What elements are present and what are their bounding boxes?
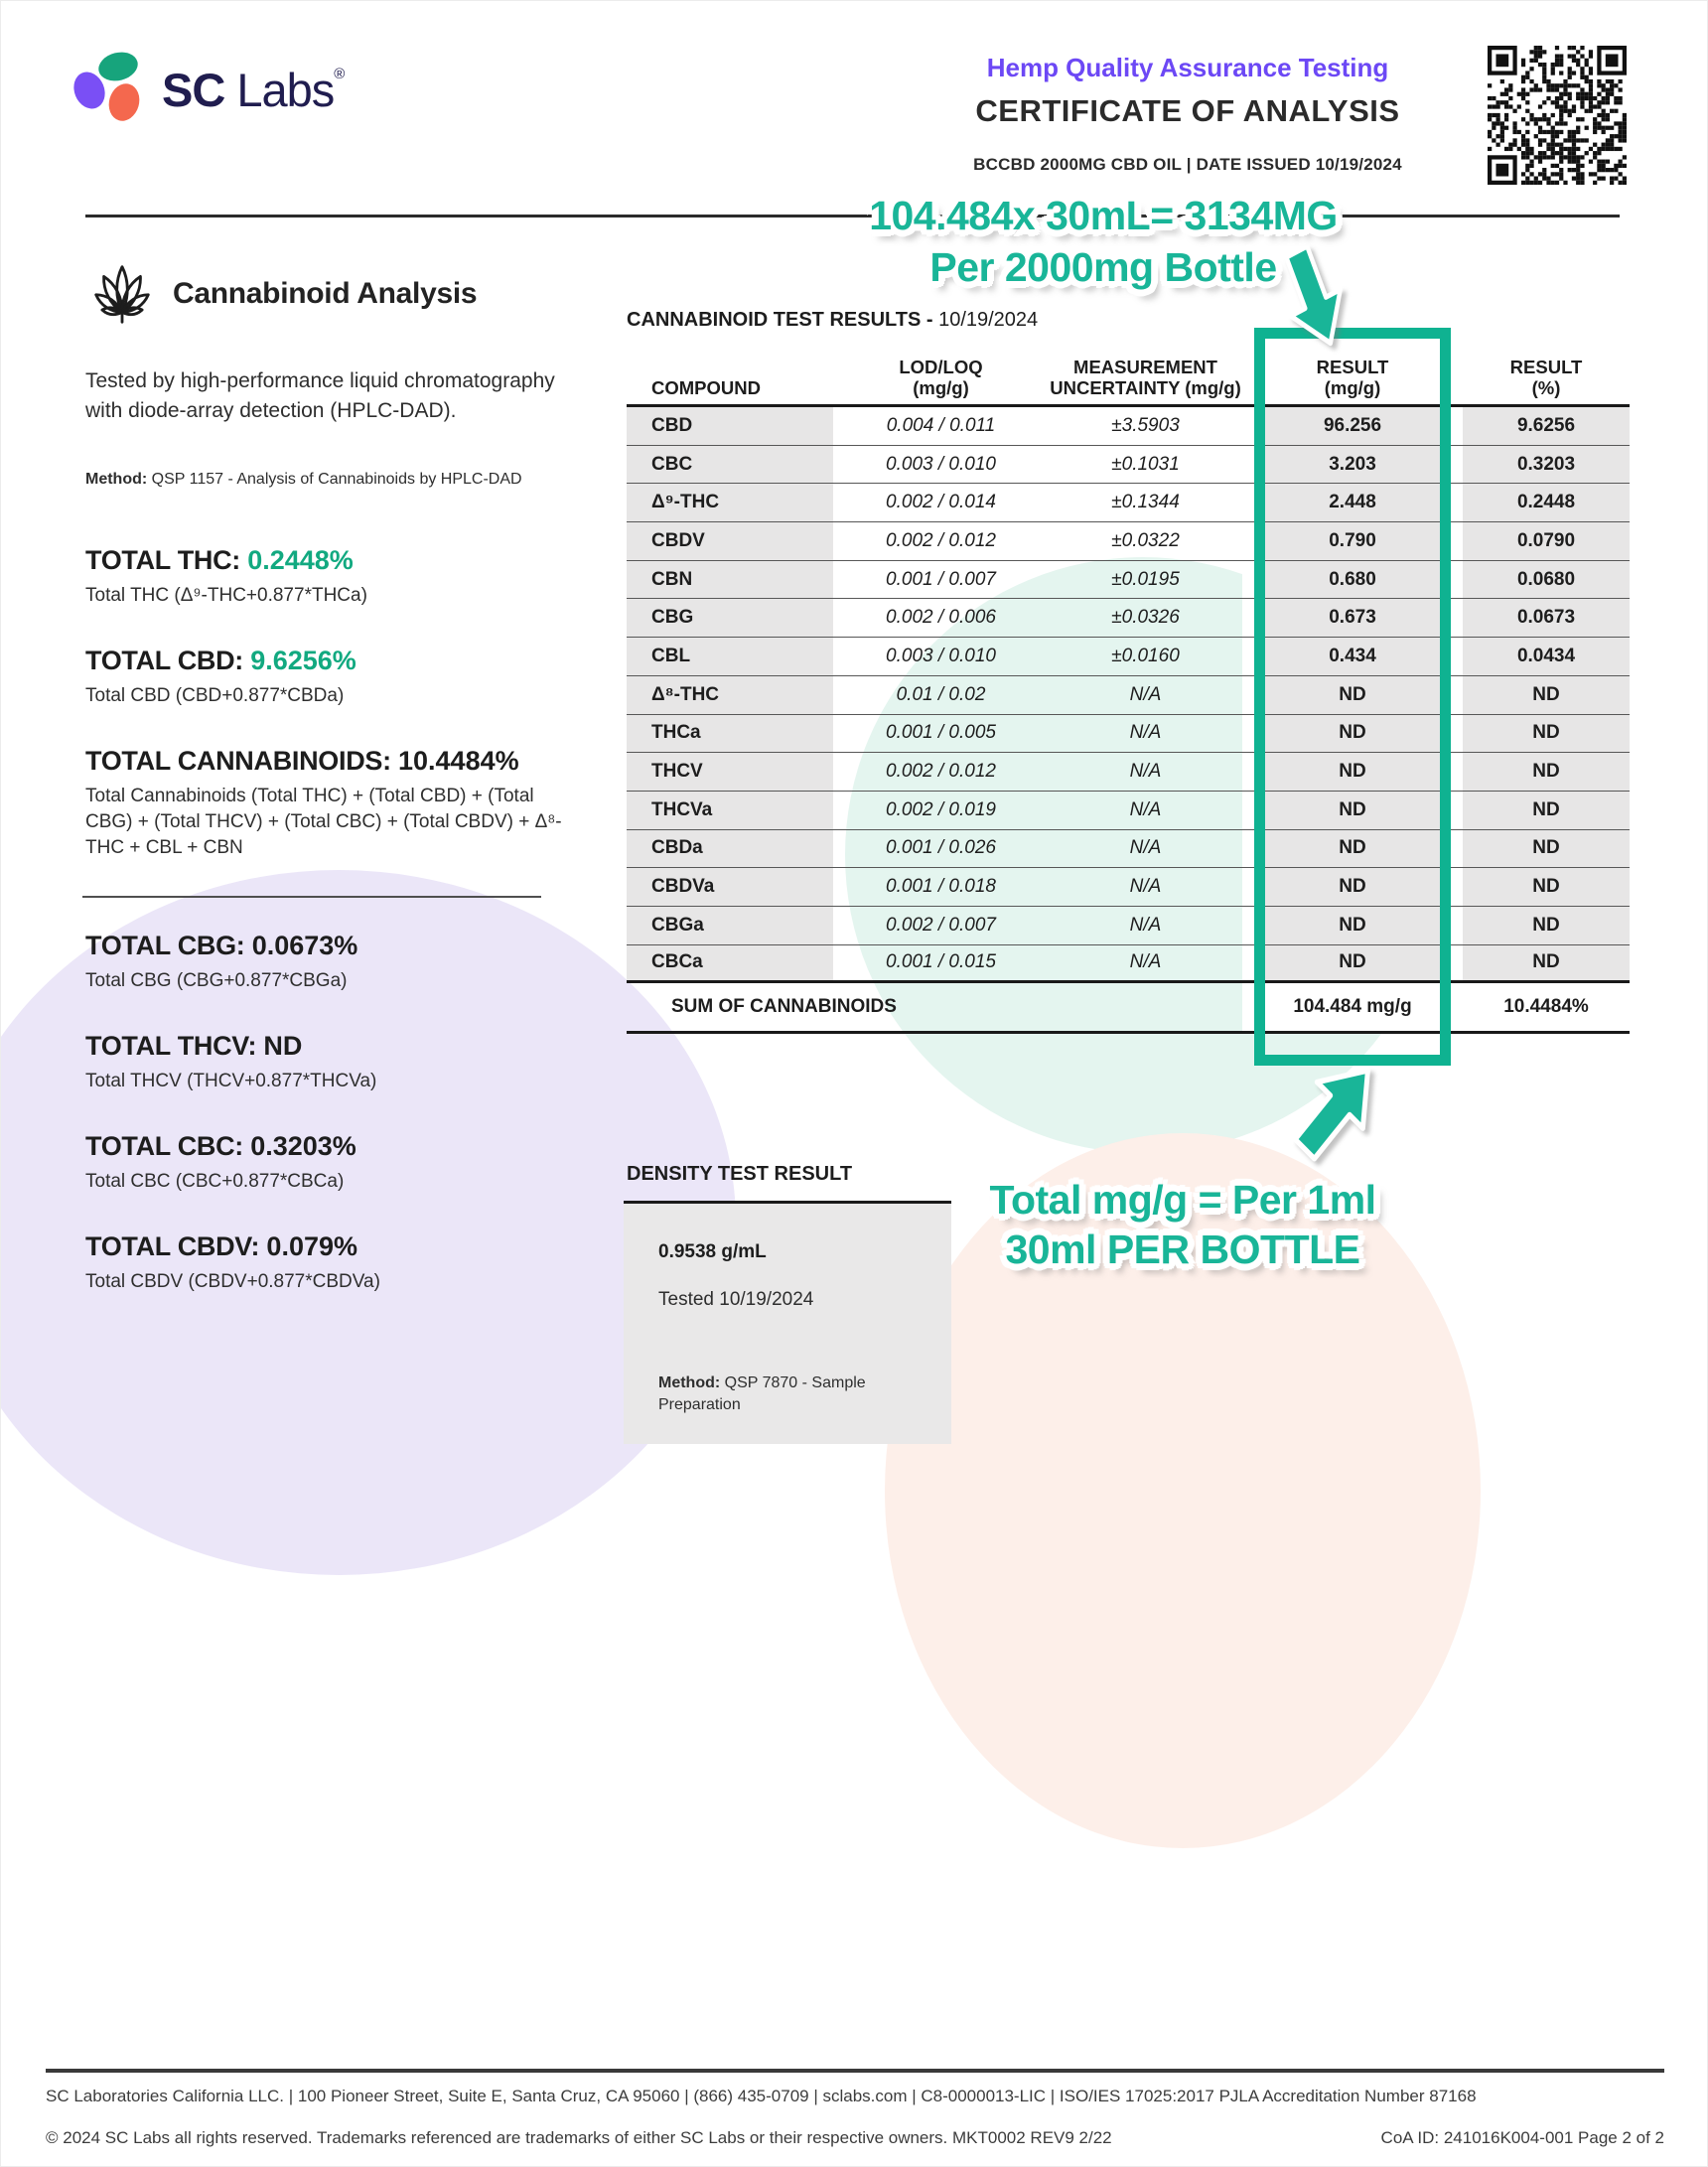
- column-header-lod-loq: LOD/LOQ (mg/g): [899, 357, 983, 398]
- total-item: [85, 1131, 572, 1195]
- table-row: [627, 484, 1630, 522]
- table-row: [627, 792, 1630, 830]
- uncertainty-cell: ±0.1344: [1111, 492, 1180, 513]
- uncertainty-cell: N/A: [1129, 722, 1162, 744]
- totals-group-primary: [85, 545, 572, 898]
- compound-cell: THCV: [627, 753, 833, 791]
- page-title: CERTIFICATE OF ANALYSIS: [975, 93, 1400, 128]
- result-mg-cell: 0.673: [1264, 599, 1441, 637]
- sc-labs-logo-icon: [72, 51, 144, 128]
- result-mg-cell: ND: [1264, 830, 1441, 868]
- result-mg-cell: ND: [1264, 945, 1441, 981]
- density-method: [658, 1372, 907, 1416]
- table-body: [627, 407, 1630, 983]
- result-pct-cell: 0.2448: [1463, 484, 1630, 521]
- table-row: [627, 522, 1630, 561]
- registered-mark: ®: [334, 66, 345, 82]
- table-row: [627, 561, 1630, 600]
- qr-code: [1488, 46, 1627, 185]
- header-titles: [954, 53, 1421, 175]
- footer-divider: [46, 2069, 1664, 2073]
- column-header-result-mg: RESULT (mg/g): [1316, 357, 1389, 398]
- uncertainty-cell: ±0.1031: [1111, 453, 1180, 475]
- result-pct-cell: 0.3203: [1463, 446, 1630, 484]
- compound-cell: THCa: [627, 715, 833, 753]
- total-formula: Total THC (Δ⁹-THC+0.877*THCa): [85, 585, 367, 606]
- result-pct-cell: ND: [1463, 868, 1630, 906]
- uncertainty-cell: N/A: [1129, 761, 1162, 783]
- lod-loq-cell: 0.002 / 0.014: [886, 492, 996, 513]
- total-value: 0.2448%: [247, 545, 354, 575]
- total-label: TOTAL CBD:: [85, 646, 251, 675]
- density-value: 0.9538 g/mL: [658, 1241, 767, 1262]
- total-item: [85, 545, 572, 609]
- uncertainty-cell: ±3.5903: [1111, 414, 1180, 436]
- sc-labs-logo-text: SC Labs®: [162, 64, 345, 116]
- total-value: ND: [263, 1031, 303, 1061]
- table-row: [627, 407, 1630, 446]
- total-value: 9.6256%: [250, 646, 356, 675]
- sample-date-line: BCCBD 2000MG CBD OIL | DATE ISSUED 10/19/2024: [973, 155, 1402, 174]
- result-mg-cell: ND: [1264, 676, 1441, 714]
- table-row: [627, 830, 1630, 869]
- total-item: [85, 1231, 572, 1295]
- result-pct-cell: 0.0790: [1463, 522, 1630, 560]
- total-label: TOTAL CANNABINOIDS:: [85, 746, 398, 776]
- annotation-top: [756, 190, 1451, 293]
- result-mg-cell: ND: [1264, 868, 1441, 906]
- result-column-highlight-box: [1254, 328, 1451, 1066]
- column-header-result-pct: RESULT (%): [1509, 357, 1583, 398]
- total-label: TOTAL THCV:: [85, 1031, 264, 1061]
- result-pct-cell: 0.0680: [1463, 561, 1630, 599]
- result-mg-cell: ND: [1264, 792, 1441, 829]
- result-mg-cell: ND: [1264, 753, 1441, 791]
- result-pct-cell: ND: [1463, 792, 1630, 829]
- cannabinoid-results-table: [627, 347, 1630, 1034]
- lod-loq-cell: 0.001 / 0.026: [886, 837, 996, 859]
- lod-loq-cell: 0.003 / 0.010: [886, 645, 996, 666]
- column-header-uncertainty: MEASUREMENT UNCERTAINTY (mg/g): [1050, 357, 1241, 398]
- uncertainty-cell: N/A: [1129, 914, 1162, 936]
- result-pct-cell: ND: [1463, 715, 1630, 753]
- result-pct-cell: 9.6256: [1463, 407, 1630, 445]
- sum-result-mg: 104.484 mg/g: [1264, 983, 1441, 1031]
- footer-copyright: © 2024 SC Labs all rights reserved. Trademarks referenced are trademarks of either SC Labs or their respective owners. MKT0002 REV9 2/22: [46, 2128, 1112, 2147]
- lod-loq-cell: 0.002 / 0.006: [886, 607, 996, 629]
- result-pct-cell: ND: [1463, 676, 1630, 714]
- annotation-bottom-line2: 30ml PER BOTTLE: [1005, 1227, 1360, 1272]
- total-label: TOTAL CBDV:: [85, 1231, 267, 1261]
- total-item: [85, 931, 572, 994]
- uncertainty-cell: ±0.0160: [1111, 645, 1180, 666]
- table-row: [627, 753, 1630, 792]
- total-formula: Total THCV (THCV+0.877*THCVa): [85, 1071, 377, 1091]
- cannabinoid-analysis-header: [85, 262, 477, 326]
- lod-loq-cell: 0.002 / 0.012: [886, 529, 996, 551]
- compound-cell: CBC: [627, 446, 833, 484]
- total-formula: Total CBC (CBC+0.877*CBCa): [85, 1171, 345, 1192]
- compound-cell: CBCa: [627, 945, 833, 981]
- footer-legal-row: [46, 2128, 1664, 2148]
- table-title-date: 10/19/2024: [938, 309, 1039, 331]
- density-title: DENSITY TEST RESULT: [627, 1163, 853, 1185]
- lod-loq-cell: 0.01 / 0.02: [896, 683, 986, 705]
- sc-labs-logo: [72, 51, 344, 128]
- table-row: [627, 868, 1630, 907]
- uncertainty-cell: N/A: [1129, 951, 1162, 973]
- table-row: [627, 907, 1630, 945]
- total-value: 0.079%: [266, 1231, 357, 1261]
- column-header-compound: COMPOUND: [651, 377, 761, 398]
- compound-cell: CBGa: [627, 907, 833, 944]
- result-pct-cell: ND: [1463, 830, 1630, 868]
- result-mg-cell: ND: [1264, 907, 1441, 944]
- method-label: Method:: [85, 471, 148, 488]
- uncertainty-cell: ±0.0322: [1111, 529, 1180, 551]
- total-value: 0.0673%: [251, 931, 358, 960]
- uncertainty-cell: N/A: [1129, 837, 1162, 859]
- table-row: [627, 638, 1630, 676]
- total-formula: Total CBG (CBG+0.877*CBGa): [85, 970, 348, 991]
- uncertainty-cell: ±0.0326: [1111, 607, 1180, 629]
- compound-cell: THCVa: [627, 792, 833, 829]
- compound-cell: CBD: [627, 407, 833, 445]
- sum-label: SUM OF CANNABINOIDS: [671, 996, 897, 1018]
- annotation-top-line2: Per 2000mg Bottle: [929, 244, 1277, 290]
- uncertainty-cell: ±0.0195: [1111, 568, 1180, 590]
- analysis-description: Tested by high-performance liquid chromatography with diode-array detection (HPLC-DAD).: [85, 369, 555, 422]
- annotation-top-line1: 104.484x 30mL= 3134MG: [869, 193, 1338, 238]
- lod-loq-cell: 0.001 / 0.005: [886, 722, 996, 744]
- left-panel-divider: [82, 896, 541, 898]
- density-method-text: QSP 7870 - Sample Preparation: [658, 1374, 866, 1413]
- sum-result-pct: 10.4484%: [1463, 983, 1630, 1031]
- sum-row: [627, 983, 1630, 1034]
- uncertainty-cell: N/A: [1129, 876, 1162, 898]
- total-formula: Total CBDV (CBDV+0.877*CBDVa): [85, 1271, 380, 1292]
- annotation-bottom-line1: Total mg/g = Per 1ml: [989, 1177, 1376, 1223]
- compound-cell: CBG: [627, 599, 833, 637]
- annotation-bottom: [855, 1175, 1510, 1274]
- table-header-row: [627, 347, 1630, 407]
- footer-coa-id: CoA ID: 241016K004-001 Page 2 of 2: [1380, 2128, 1664, 2147]
- lod-loq-cell: 0.002 / 0.012: [886, 761, 996, 783]
- total-formula: Total CBD (CBD+0.877*CBDa): [85, 685, 345, 706]
- result-pct-cell: ND: [1463, 753, 1630, 791]
- table-row: [627, 945, 1630, 984]
- lod-loq-cell: 0.001 / 0.015: [886, 951, 996, 973]
- method-text: QSP 1157 - Analysis of Cannabinoids by HPLC-DAD: [151, 471, 522, 488]
- table-row: [627, 446, 1630, 485]
- compound-cell: Δ⁸-THC: [627, 676, 833, 714]
- table-row: [627, 676, 1630, 715]
- compound-cell: CBN: [627, 561, 833, 599]
- compound-cell: CBDVa: [627, 868, 833, 906]
- arrow-up-icon: [1287, 1054, 1386, 1165]
- footer-lab-info: SC Laboratories California LLC. | 100 Pioneer Street, Suite E, Santa Cruz, CA 95060 | (866) 435-0709 | sclabs.com | C8-0000013-LIC | ISO/IES 17025:2017 PJLA Accreditation Number 87168: [46, 2087, 1477, 2105]
- result-mg-cell: 96.256: [1264, 407, 1441, 445]
- lod-loq-cell: 0.002 / 0.019: [886, 798, 996, 820]
- result-mg-cell: 0.434: [1264, 638, 1441, 675]
- result-pct-cell: 0.0434: [1463, 638, 1630, 675]
- lod-loq-cell: 0.004 / 0.011: [886, 414, 996, 436]
- lod-loq-cell: 0.003 / 0.010: [886, 453, 996, 475]
- total-item: [85, 1031, 572, 1094]
- compound-cell: CBDa: [627, 830, 833, 868]
- uncertainty-cell: N/A: [1129, 683, 1162, 705]
- result-mg-cell: 0.680: [1264, 561, 1441, 599]
- total-value: 0.3203%: [250, 1131, 356, 1161]
- total-item: [85, 746, 572, 861]
- table-row: [627, 599, 1630, 638]
- result-mg-cell: ND: [1264, 715, 1441, 753]
- table-row: [627, 715, 1630, 754]
- total-label: TOTAL CBC:: [85, 1131, 251, 1161]
- compound-cell: Δ⁹-THC: [627, 484, 833, 521]
- result-pct-cell: ND: [1463, 907, 1630, 944]
- hemp-leaf-icon: [85, 262, 159, 326]
- analysis-method: [85, 471, 562, 489]
- lod-loq-cell: 0.001 / 0.007: [886, 568, 996, 590]
- lod-loq-cell: 0.001 / 0.018: [886, 876, 996, 898]
- table-title: CANNABINOID TEST RESULTS - 10/19/2024: [627, 309, 1039, 331]
- density-method-label: Method:: [658, 1374, 721, 1391]
- compound-cell: CBL: [627, 638, 833, 675]
- result-pct-cell: ND: [1463, 945, 1630, 981]
- program-title: Hemp Quality Assurance Testing: [986, 53, 1389, 82]
- uncertainty-cell: N/A: [1129, 798, 1162, 820]
- total-label: TOTAL THC:: [85, 545, 248, 575]
- compound-cell: CBDV: [627, 522, 833, 560]
- total-value: 10.4484%: [398, 746, 519, 776]
- total-label: TOTAL CBG:: [85, 931, 252, 960]
- density-tested-date: Tested 10/19/2024: [658, 1289, 814, 1310]
- result-mg-cell: 2.448: [1264, 484, 1441, 521]
- totals-group-secondary: [85, 931, 572, 1332]
- result-mg-cell: 0.790: [1264, 522, 1441, 560]
- total-formula: Total Cannabinoids (Total THC) + (Total CBD) + (Total CBG) + (Total THCV) + (Total CBC) + (Total CBDV) + Δ⁸-THC + CBL + CBN: [85, 786, 562, 858]
- section-title: Cannabinoid Analysis: [173, 277, 478, 310]
- result-mg-cell: 3.203: [1264, 446, 1441, 484]
- lod-loq-cell: 0.002 / 0.007: [886, 914, 996, 936]
- total-item: [85, 646, 572, 709]
- result-pct-cell: 0.0673: [1463, 599, 1630, 637]
